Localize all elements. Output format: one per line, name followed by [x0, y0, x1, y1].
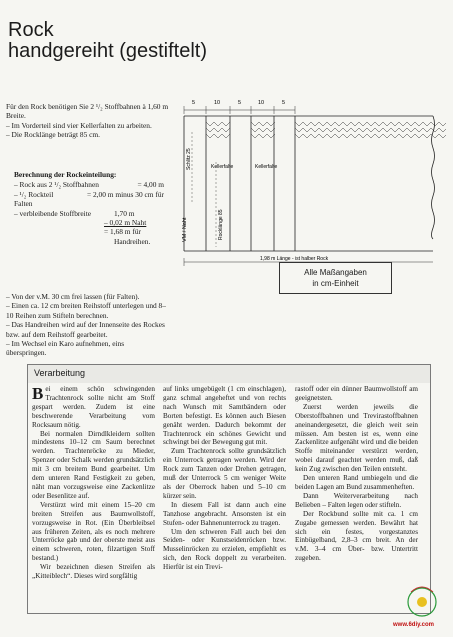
section-title: Verarbeitung: [34, 368, 86, 378]
text-column-2: [163, 385, 286, 572]
title-line-2: handgereiht (gestiftelt): [8, 40, 208, 62]
calc-falten: Falten: [14, 199, 33, 209]
paragraph: Wir bezeichnen diesen Streifen als „Kitteiblech“. Dieses wird sorgfältig: [32, 563, 155, 581]
text-column-3: [295, 385, 418, 563]
vm-naht-label: VM / Naht: [182, 217, 188, 242]
kellerfalte-label: Kellerfalte: [255, 164, 278, 170]
dropcap: B: [32, 384, 44, 403]
note-item: – Das Handreihen wird auf der Innenseite des Rockes bzw. auf dem Reihstoff gearbeitet.: [6, 320, 165, 339]
calc-naht: – 0,02 m Naht: [104, 218, 147, 228]
calc-value: 1,70 m: [114, 208, 135, 218]
paragraph: Der Rockbund sollte mit ca. 1 cm Zugabe gemessen werden. Bewährt hat sich ein festes, vorgestanztes Einbügelband, 2,8–3 cm breit. An der v.M. 3–4 cm Über- bzw. Untertritt zugeben.: [295, 509, 418, 563]
calc-value: = 2,00 m minus 30 cm für: [86, 189, 164, 199]
calc-label: – verbleibende Stoffbreite: [14, 208, 92, 218]
dim-label: 5: [282, 100, 286, 106]
text-column-1: [32, 385, 155, 581]
intro-paragraph: – Die Rocklänge beträgt 85 cm.: [6, 130, 100, 140]
paragraph: [32, 385, 155, 430]
intro-paragraph: Für den Rock benötigen Sie 2 ¹/₂ Stoffbahnen à 1,60 m Breite.: [6, 102, 169, 121]
paragraph: Zuerst werden jeweils die Oberstoffbahnen und Trevirastoffbahnen aneinandergesetzt, die gleich weit sein müssen. Am besten ist es, wenn eine Zackenlitze aufgenäht wird und die beiden Stoffe miteinander verstürzt werden, wobei darauf geachtet werden muß, daß kein Zug zwischen den Teilen entsteht.: [295, 402, 418, 474]
calc-row: [14, 218, 164, 227]
measurement-note-line: in cm-Einheit: [312, 279, 359, 288]
paragraph: Den unteren Rand umbiegeln und die beiden Lagen am Bund zusammenheften.: [295, 474, 418, 491]
intro-paragraph: – Im Vorderteil sind vier Kellerfalten zu arbeiten.: [6, 120, 152, 130]
calc-row: [14, 227, 164, 236]
dim-label: 10: [214, 100, 221, 106]
skirt-calculation: [14, 170, 164, 246]
calc-row: [14, 190, 164, 199]
dim-label: 10: [258, 100, 265, 106]
note-item: – Im Wechsel ein Karo aufnehmen, eins überspringen.: [6, 339, 125, 358]
calc-value: = 4,00 m: [137, 180, 164, 190]
measurement-note-line: Alle Maßangaben: [304, 268, 367, 277]
processing-section: [27, 364, 431, 614]
intro-text: [6, 102, 171, 140]
paragraph: Um den schweren Fall auch bei den Seiden- oder Kunstseidenröcken bzw. Musselinröcken zu erzielen, empfiehlt es sich, den Rock doppelt zu verarbeiten. Hierfür ist ein Trevi-: [163, 527, 286, 572]
section-header: [28, 365, 430, 383]
note-item: – Von der v.M. 30 cm frei lassen (für Falten).: [6, 292, 140, 301]
skirt-diagram: [178, 92, 446, 282]
paragraph: Verstürzt wird mit einem 15–20 cm breiten Streifen aus Baumwollstoff, vorzugsweise in Rot. (Ein Überbleibsel aus früheren Zeiten, als es noch mehrere Unterröcke gab und der oberste meist aus einem schweren, roten, filzartigen Stoff bestand.): [32, 500, 155, 563]
paragraph: Dann Weiterverarbeitung nach Belieben – Falten legen oder stifteln.: [295, 491, 418, 509]
dim-label: 5: [192, 100, 196, 106]
page-title: [8, 20, 207, 62]
paragraph: In diesem Fall ist dann auch eine Tanzhose angebracht. Ansonsten ist ein Stufen- oder Bahnenunterrock zu tragen.: [163, 500, 286, 527]
kellerfalte-label: Kellerfalte: [211, 164, 234, 170]
calc-row: [14, 209, 164, 218]
title-line-1: Rock: [8, 19, 54, 41]
paragraph: auf links umgebügelt (1 cm einschlagen), ganz schmal angeheftet und von rechts nach Wunsch mit Samtbändern oder Borten befestigt. Es können auch Biesen genäht werden. Dadurch bekommt der Trachtenrock ein schönes Gewicht und schwingt bei der Bewegung gut mit.: [163, 385, 286, 447]
bottom-dimension-label: 1,98 m Länge - ist halber Rock: [260, 256, 329, 262]
schlitz-label: Schlitz 25: [186, 148, 192, 170]
calc-result-tail: Handreihen.: [114, 236, 151, 246]
calc-result: = 1,68 m für: [104, 227, 142, 237]
calc-label: – ¹/₂ Rockteil: [14, 189, 54, 199]
instruction-notes: [6, 292, 166, 358]
calc-label: – Rock aus 2 ¹/₂ Stoffbahnen: [14, 180, 99, 190]
watermark-text: www.6diy.com: [393, 622, 435, 628]
rocklaenge-label: Rocklänge 85: [218, 209, 224, 240]
calc-heading: Berechnung der Rockeinteilung:: [14, 170, 117, 179]
measurement-note: [279, 262, 392, 294]
paragraph-text: ei einem schön schwingenden Trachtenrock sollte nicht am Stoff gespart werden. Zudem ist eine beschwerende Verarbeitung vom Rocksaum nötig.: [32, 385, 155, 429]
note-item: – Einen ca. 12 cm breiten Reihstoff unterlegen und 8–10 Reihen zum Stifteln berechnen.: [6, 301, 166, 320]
paragraph: rastoff oder ein dünner Baumwollstoff am geeignetsten.: [295, 385, 418, 402]
paragraph: Zum Trachtenrock sollte grundsätzlich ein Unterrock getragen werden. Wird der Rock zum Tanzen oder Drehen getragen, muß der Unterrock 5 cm weniger Weite als der Oberrock haben und 5–10 cm kürzer sein.: [163, 447, 286, 500]
dim-label: 5: [238, 100, 242, 106]
paragraph: Bei normalen Dirndlkleidern sollten mindestens 10–12 cm Saum berechnet werden. Trachtenröcke zu Mieder, Spenzer oder Schalk werden grundsätzlich mit 3 cm breitem Bund gearbeitet. Um dem unteren Rand Festigkeit zu geben, näht man vorzugsweise eine Zackenlitze oder Besenlitze auf.: [32, 429, 155, 500]
calc-row: [14, 237, 164, 246]
calc-row: [14, 180, 164, 189]
